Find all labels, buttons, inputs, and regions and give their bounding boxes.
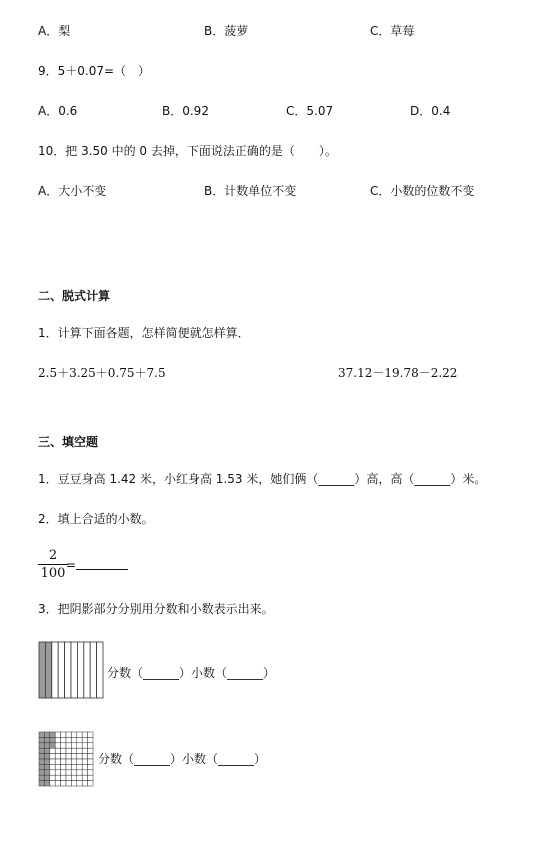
- grid-cell: [66, 770, 71, 775]
- grid-cell: [88, 732, 93, 737]
- grid-cell: [77, 775, 82, 780]
- grid-cell: [88, 770, 93, 775]
- grid-cell: [88, 781, 93, 786]
- shaded-cell: [39, 775, 44, 780]
- shaded-cell: [39, 743, 44, 748]
- grid-cell: [61, 759, 66, 764]
- grid-cell: [61, 775, 66, 780]
- q9-option-b: B．0.92: [162, 104, 209, 118]
- grid-figure: [38, 731, 94, 787]
- q9-option-c: C．5.07: [286, 104, 334, 118]
- grid-cell: [77, 737, 82, 742]
- grid-cell: [55, 781, 60, 786]
- shaded-cell: [39, 737, 44, 742]
- shaded-cell: [44, 748, 49, 753]
- grid-cell: [61, 737, 66, 742]
- shaded-cell: [44, 775, 49, 780]
- grid-cell: [66, 759, 71, 764]
- grid-cell: [50, 775, 55, 780]
- grid-cell: [71, 764, 76, 769]
- shaded-cell: [44, 770, 49, 775]
- grid-cell: [55, 775, 60, 780]
- fraction-numerator: 2: [48, 548, 58, 563]
- grid-cell: [55, 743, 60, 748]
- strip: [97, 642, 103, 698]
- grid-cell: [82, 775, 87, 780]
- grid-cell: [55, 764, 60, 769]
- shaded-cell: [39, 759, 44, 764]
- section3-heading: 三、填空题: [38, 435, 99, 449]
- grid-cell: [77, 759, 82, 764]
- section2-expression-2: 37.12－19.78－2.22: [338, 366, 458, 380]
- section3-q3-text: 3．把阴影部分分别用分数和小数表示出来。: [38, 602, 274, 616]
- grid-cell: [71, 781, 76, 786]
- grid-cell: [82, 732, 87, 737]
- grid-cell: [71, 775, 76, 780]
- q10-option-b: B．计数单位不变: [204, 184, 297, 198]
- grid-cell: [66, 748, 71, 753]
- grid-cell: [55, 748, 60, 753]
- fraction-denominator: 100: [40, 566, 66, 581]
- strip: [52, 642, 58, 698]
- q8-option-b: B．菠萝: [204, 24, 249, 38]
- grid-cell: [77, 754, 82, 759]
- grid-cell: [71, 759, 76, 764]
- shaded-cell: [44, 781, 49, 786]
- grid-cell: [61, 754, 66, 759]
- grid-cell: [55, 737, 60, 742]
- grid-cell: [55, 732, 60, 737]
- grid-cell: [71, 748, 76, 753]
- grid-cell: [71, 754, 76, 759]
- grid-cell: [88, 759, 93, 764]
- q10-option-a: A．大小不变: [38, 184, 107, 198]
- shaded-cell: [44, 764, 49, 769]
- grid-cell: [77, 732, 82, 737]
- grid-cell: [77, 764, 82, 769]
- grid-cell: [71, 770, 76, 775]
- grid-cell: [82, 743, 87, 748]
- fraction: [38, 548, 68, 581]
- q8-option-a: A．梨: [38, 24, 71, 38]
- shaded-cell: [39, 748, 44, 753]
- fraction-equals: =: [66, 558, 77, 572]
- grid-cell: [61, 732, 66, 737]
- fig2-label: 分数（______）小数（______）: [98, 752, 267, 766]
- grid-cell: [55, 754, 60, 759]
- grid-cell: [82, 759, 87, 764]
- grid-cell: [82, 764, 87, 769]
- grid-cell: [88, 754, 93, 759]
- shaded-cell: [50, 732, 55, 737]
- grid-cell: [66, 764, 71, 769]
- shaded-cell: [39, 781, 44, 786]
- shaded-cell: [50, 737, 55, 742]
- shaded-cell: [44, 754, 49, 759]
- strip: [90, 642, 96, 698]
- grid-cell: [66, 737, 71, 742]
- grid-cell: [55, 759, 60, 764]
- section3-q2-text: 2．填上合适的小数。: [38, 512, 154, 526]
- grid-cell: [55, 770, 60, 775]
- section2-heading: 二、脱式计算: [38, 289, 111, 303]
- grid-cell: [82, 781, 87, 786]
- shaded-cell: [44, 732, 49, 737]
- grid-cell: [88, 748, 93, 753]
- grid-cell: [88, 775, 93, 780]
- grid-cell: [50, 770, 55, 775]
- grid-cell: [61, 743, 66, 748]
- strip: [58, 642, 64, 698]
- strip: [77, 642, 83, 698]
- grid-cell: [50, 754, 55, 759]
- section2-q1-stem: 1．计算下面各题，怎样简便就怎样算．: [38, 326, 250, 340]
- shaded-cell: [50, 743, 55, 748]
- grid-cell: [71, 732, 76, 737]
- grid-cell: [88, 764, 93, 769]
- q8-option-c: C．草莓: [370, 24, 415, 38]
- strip: [71, 642, 77, 698]
- grid-cell: [66, 775, 71, 780]
- shaded-cell: [39, 764, 44, 769]
- grid-cell: [61, 781, 66, 786]
- grid-cell: [88, 743, 93, 748]
- grid-cell: [82, 748, 87, 753]
- section2-expression-1: 2.5＋3.25＋0.75＋7.5: [38, 366, 166, 380]
- shaded-strip: [45, 642, 51, 698]
- grid-cell: [50, 748, 55, 753]
- grid-cell: [66, 743, 71, 748]
- shaded-cell: [39, 770, 44, 775]
- grid-cell: [66, 754, 71, 759]
- fraction-bar: [38, 564, 68, 565]
- grid-cell: [61, 764, 66, 769]
- strip: [65, 642, 71, 698]
- q10-option-c: C．小数的位数不变: [370, 184, 475, 198]
- strip-figure: [38, 641, 104, 699]
- shaded-cell: [44, 737, 49, 742]
- q9-stem: 9．5＋0.07=（ ）: [38, 64, 151, 78]
- grid-cell: [77, 748, 82, 753]
- shaded-strip: [39, 642, 45, 698]
- grid-cell: [61, 770, 66, 775]
- shaded-cell: [44, 743, 49, 748]
- grid-cell: [82, 754, 87, 759]
- grid-cell: [50, 781, 55, 786]
- grid-cell: [66, 732, 71, 737]
- shaded-cell: [44, 759, 49, 764]
- grid-cell: [77, 781, 82, 786]
- grid-cell: [82, 770, 87, 775]
- q9-option-a: A．0.6: [38, 104, 78, 118]
- shaded-cell: [39, 754, 44, 759]
- section3-q1-text: 1．豆豆身高 1.42 米，小红身高 1.53 米，她们俩（______）高，高（______）米。: [38, 472, 487, 486]
- shaded-cell: [39, 732, 44, 737]
- grid-cell: [71, 743, 76, 748]
- grid-cell: [88, 737, 93, 742]
- grid-cell: [77, 770, 82, 775]
- strip: [84, 642, 90, 698]
- fig1-label: 分数（______）小数（______）: [107, 666, 276, 680]
- grid-cell: [82, 737, 87, 742]
- grid-cell: [50, 764, 55, 769]
- q10-stem: 10．把 3.50 中的 0 去掉，下面说法正确的是（ ）。: [38, 144, 337, 158]
- q9-option-d: D．0.4: [410, 104, 451, 118]
- grid-cell: [50, 759, 55, 764]
- grid-cell: [61, 748, 66, 753]
- grid-cell: [71, 737, 76, 742]
- grid-cell: [77, 743, 82, 748]
- grid-cell: [66, 781, 71, 786]
- answer-blank-line: [76, 569, 128, 570]
